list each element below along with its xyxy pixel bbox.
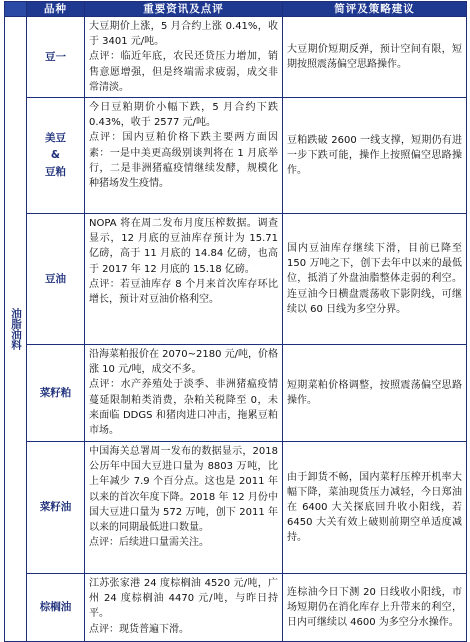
table-row [5, 442, 467, 574]
table-row [5, 98, 467, 214]
strategy-cell: 国内豆油库存继续下滑，目前已降至 150 万吨之下，创下去年中以来的最低位，抵消了外盘油脂整体走弱的利空。连豆油今日横盘震荡收下影阴线，可继续以 60 日线为多空分界。 [283, 214, 467, 345]
variety-name: 豆油 [45, 272, 66, 285]
news-paragraph: NOPA 将在周二发布月度压榨数据。调查显示，12 月底的豆油库存预计为 15.71 亿磅，高于 11 月底的 14.84 亿磅，也高于 2017 年 12 月底的 15.18 亿磅。 [89, 218, 278, 275]
strategy-cell: 连棕油今日下测 20 日线收小阳线，市场短期仍在消化库存上升带来的利空，日内可继续以 4600 为多空分水操作。 [283, 574, 467, 642]
table-header [5, 2, 467, 17]
strategy-cell: 大豆期价短期反弹，预计空间有限，短期按照震荡偏空思路操作。 [283, 17, 467, 98]
variety-cell [27, 442, 85, 574]
variety-name: 菜籽粕 [39, 386, 72, 399]
strategy-cell: 豆粕跌破 2600 一线支撑，短期仍有进一步下跌可能，操作上按照偏空思路操作。 [283, 98, 467, 214]
news-paragraph: 江苏张家港 24 度棕榈油 4520 元/吨，广州 24 度棕榈油 4470 元/吨，与昨日持平。 [89, 578, 278, 620]
table-row [5, 574, 467, 642]
strategy-cell: 短期菜粕价格调整，按照震荡偏空思路操作。 [283, 345, 467, 442]
variety-name: 豆一 [45, 50, 66, 63]
variety-cell [27, 98, 85, 214]
variety-cell [27, 214, 85, 345]
variety-cell [27, 345, 85, 442]
news-paragraph: 中国海关总署周一发布的数据显示，2018 公历年中国大豆进口量为 8803 万吨，比上年减少 7.9 个百分点。这也是 2011 年以来的首次年度下降。2018 年 12 月份中国大豆进口量为 572 万吨，创下 2011 年以来的同期最低进口数量。 [89, 446, 278, 534]
news-comment: 点评：水产养殖处于淡季、非洲猪瘟疫情蔓延限制粕类消费，杂粕关税降至 0，未来面临 DDGS 和猪肉进口冲击，拖累豆粕市场。 [89, 379, 278, 437]
header-variety: 品种 [27, 2, 85, 17]
news-comment: 点评：现货普遍下滑。 [89, 623, 189, 635]
category-label: 油脂油料 [10, 308, 22, 350]
variety-name: 菜籽油 [39, 501, 72, 514]
variety-name: 美豆 [45, 132, 66, 145]
category-cell [5, 17, 27, 642]
strategy-cell: 由于卸货不畅，国内菜籽压榨开机率大幅下降，菜油现货压力减轻，今日郑油在 6400 大关探底回升收小阳线，若 6450 大关有效上破则前期空单适度减持。 [283, 442, 467, 574]
news-cell [85, 574, 283, 642]
news-cell [85, 98, 283, 214]
table-row [5, 214, 467, 345]
header-news: 重要资讯及点评 [85, 2, 283, 17]
variety-name: & [50, 149, 61, 162]
header-strategy: 简评及策略建议 [283, 2, 467, 17]
news-paragraph: 大豆期价上涨，5 月合约上涨 0.41%，收于 3401 元/吨。 [89, 21, 278, 48]
variety-cell [27, 574, 85, 642]
table-row [5, 17, 467, 98]
table-row [5, 345, 467, 442]
variety-cell [27, 17, 85, 98]
news-cell [85, 345, 283, 442]
news-comment: 点评：临近年底，农民还贷压力增加，销售意愿增强，但是终端需求疲弱，成交非常清淡。 [89, 51, 278, 93]
news-comment: 点评：后续进口量需关注。 [89, 537, 209, 549]
news-comment: 点评：国内豆粕价格下跌主要两方面因素：一是中美更高级别谈判将在 1 月底举行，二是非洲猪瘟疫情继续发酵，规模化种猪场发生疫情。 [89, 132, 278, 190]
news-cell [85, 214, 283, 345]
variety-name: 棕榈油 [39, 601, 72, 614]
variety-name: 豆粕 [45, 166, 66, 179]
strategy-table [4, 1, 467, 642]
header-corner [5, 2, 27, 17]
news-paragraph: 沿海菜粕报价在 2070~2180 元/吨，价格涨 10 元/吨，成交不多。 [89, 349, 279, 376]
news-comment: 点评：若豆油库存 8 个月来首次库存环比增长，预计对豆油价格利空。 [89, 278, 278, 306]
news-paragraph: 今日豆粕期价小幅下跌，5 月合约下跌 0.43%，收于 2577 元/吨。 [89, 102, 278, 129]
news-cell [85, 442, 283, 574]
news-cell [85, 17, 283, 98]
